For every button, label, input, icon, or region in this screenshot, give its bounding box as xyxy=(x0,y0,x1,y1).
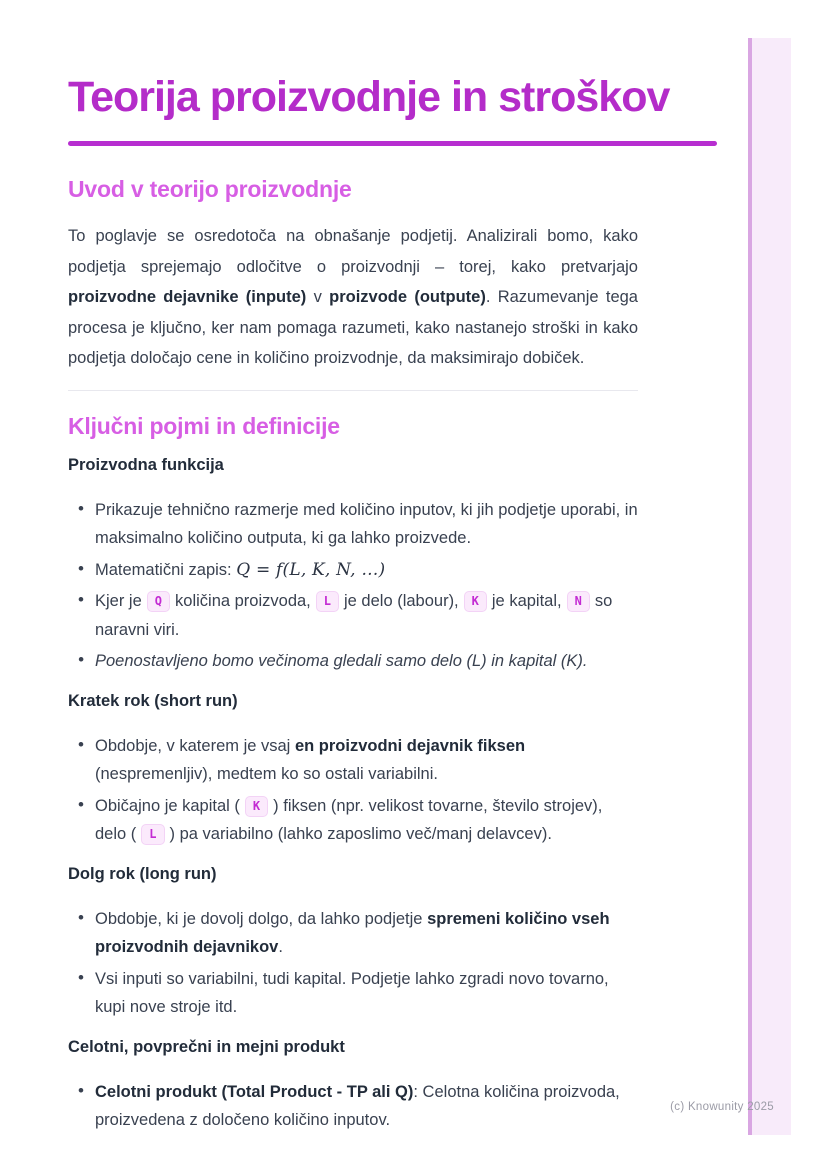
intro-paragraph xyxy=(68,221,638,374)
page-title: Teorija proizvodnje in stroškov xyxy=(68,73,670,121)
section-heading-pojmi: Ključni pojmi in definicije xyxy=(68,412,340,439)
bold-term-outputs: proizvode (outpute) xyxy=(329,288,486,306)
document-body xyxy=(68,73,670,1143)
list-item-text: Vsi inputi so variabilni, tudi kapital. Podjetje lahko zgradi novo tovarno, kupi nove stroje itd. xyxy=(95,969,609,1016)
bold-term-fiksen: en proizvodni dejavnik fiksen xyxy=(294,736,526,755)
subheading-dolg-rok: Dolg rok (long run) xyxy=(68,864,217,883)
bullet-list-dolg-rok xyxy=(68,905,638,1022)
code-badge-q: Q xyxy=(147,591,170,612)
list-item-text: je kapital, xyxy=(491,592,562,610)
bold-term-inputs: proizvodne dejavnike (inpute) xyxy=(68,288,307,306)
list-item-text: je delo (labour), xyxy=(344,592,459,610)
subheading-produkt: Celotni, povprečni in mejni produkt xyxy=(68,1037,345,1056)
list-item-text: ) fiksen (npr. velikost tovarne, število strojev), delo ( xyxy=(95,796,603,843)
code-badge-k: K xyxy=(464,591,487,612)
code-badge-k: K xyxy=(245,796,268,817)
list-item-text: količina proizvoda, xyxy=(175,592,311,610)
list-item xyxy=(95,965,638,1022)
section-heading-uvod: Uvod v teorijo proizvodnje xyxy=(68,176,352,202)
list-item-text: Matematični zapis: xyxy=(95,560,237,579)
code-badge-n: N xyxy=(567,591,590,612)
list-item-text: Obdobje, v katerem je vsaj xyxy=(95,736,295,755)
paragraph-text: . Razumevanje tega procesa je ključno, ker nam pomaga razumeti, kako nastanejo stroški in kako podjetja določajo cene in količino proizvodnje, da maksimirajo dobiček. xyxy=(68,288,638,367)
bold-term-spremeni: spremeni količino vseh proizvodnih dejavnikov xyxy=(95,909,610,956)
page-accent-bar xyxy=(748,38,791,1135)
list-item xyxy=(95,496,638,553)
list-item-text: . xyxy=(278,938,283,956)
list-item-text: Običajno je kapital ( xyxy=(95,796,240,815)
list-item-text: : Celotna količina proizvoda, proizvedena z določeno količino inputov. xyxy=(95,1082,620,1129)
bullet-list-kratek-rok xyxy=(68,732,638,849)
math-formula: Q = f(L, K, N, …) xyxy=(236,559,386,580)
paragraph-text: v xyxy=(306,288,330,306)
list-item xyxy=(95,792,638,849)
list-item xyxy=(95,732,638,789)
code-badge-l: L xyxy=(316,591,339,612)
code-badge-l: L xyxy=(141,824,164,845)
bold-term-celotni-produkt: Celotni produkt (Total Product - TP ali Q) xyxy=(95,1082,414,1101)
list-item-italic-note xyxy=(95,647,638,676)
list-item xyxy=(95,905,638,962)
subheading-kratek-rok: Kratek rok (short run) xyxy=(68,691,238,710)
list-item-text: ) pa variabilno (lahko zaposlimo več/manj delavcev). xyxy=(169,825,552,843)
copyright-footer: (c) Knowunity 2025 xyxy=(670,1101,774,1113)
list-item-text: Prikazuje tehnično razmerje med količino inputov, ki jih podjetje uporabi, in maksimalno količino outputa, ki ga lahko proizvede. xyxy=(95,500,638,547)
list-item-text: Poenostavljeno bomo večinoma gledali samo delo (L) in kapital (K). xyxy=(95,652,588,670)
bullet-list-proizvodna-funkcija xyxy=(68,496,638,676)
paragraph-text: To poglavje se osredotoča na obnašanje podjetij. Analizirali bomo, kako podjetja sprejemajo odločitve o proizvodnji – torej, kako pretvarjajo xyxy=(68,227,638,276)
list-item-text: (nespremenljiv), medtem ko so ostali variabilni. xyxy=(95,765,438,783)
list-item xyxy=(95,556,638,585)
list-item-text: so naravni viri. xyxy=(95,592,613,639)
list-item-text: Obdobje, ki je dovolj dolgo, da lahko podjetje xyxy=(95,909,428,928)
bullet-list-produkt xyxy=(68,1078,638,1135)
list-item xyxy=(95,587,638,644)
section-divider xyxy=(68,390,638,391)
title-underline-rule xyxy=(68,141,717,146)
subheading-proizvodna-funkcija: Proizvodna funkcija xyxy=(68,455,224,474)
list-item xyxy=(95,1078,638,1135)
list-item-text: Kjer je xyxy=(95,592,142,610)
